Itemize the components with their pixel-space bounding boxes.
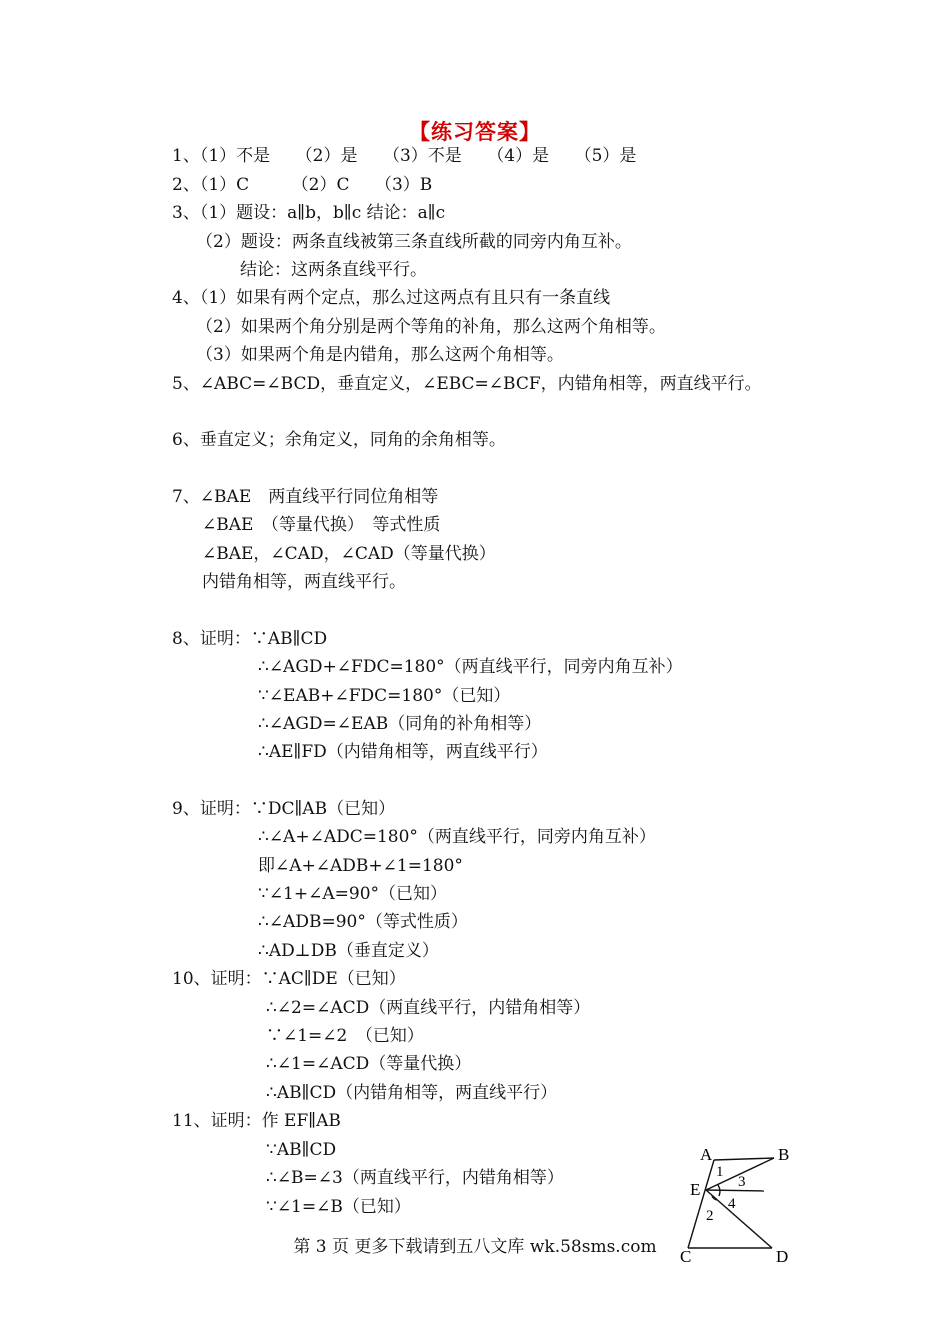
- answer-line: 5、∠ABC=∠BCD，垂直定义，∠EBC=∠BCF，内错角相等，两直线平行。: [172, 374, 762, 394]
- answer-line: 即∠A+∠ADB+∠1=180°: [258, 856, 463, 876]
- answer-line: 结论：这两条直线平行。: [240, 260, 427, 280]
- label-1: 1: [716, 1164, 724, 1180]
- answer-line: （3）如果两个角是内错角，那么这两个角相等。: [196, 345, 564, 365]
- answer-line: 2、（1）C （2）C （3）B: [172, 175, 433, 195]
- label-4: 4: [728, 1196, 736, 1212]
- answer-line: ∴∠B=∠3（两直线平行，内错角相等）: [266, 1168, 564, 1188]
- answer-line: ∵AB∥CD: [266, 1140, 337, 1160]
- answer-line: ∴∠1=∠ACD（等量代换）: [266, 1054, 472, 1074]
- label-a: A: [700, 1145, 713, 1164]
- answer-line: ∵∠EAB+∠FDC=180°（已知）: [258, 686, 511, 706]
- answer-line: 10、证明：∵AC∥DE（已知）: [172, 969, 406, 989]
- label-e: E: [690, 1180, 701, 1199]
- answer-line: 9、证明：∵DC∥AB（已知）: [172, 799, 396, 819]
- answer-line: ∴AE∥FD（内错角相等，两直线平行）: [258, 742, 548, 762]
- answer-line: ∴AB∥CD（内错角相等，两直线平行）: [266, 1083, 558, 1103]
- answer-line: ∴AD⊥DB（垂直定义）: [258, 941, 439, 961]
- answer-line: 3、（1）题设：a∥b，b∥c 结论：a∥c: [172, 203, 446, 223]
- segment-ab: [714, 1158, 774, 1160]
- answer-line: ∠BAE （等量代换） 等式性质: [202, 515, 441, 535]
- answer-line: 4、（1）如果有两个定点，那么过这两点有且只有一条直线: [172, 288, 611, 308]
- answer-line: （2）如果两个角分别是两个等角的补角，那么这两个角相等。: [196, 317, 666, 337]
- label-c: C: [680, 1247, 692, 1266]
- answer-line: ∵∠1+∠A=90°（已知）: [258, 884, 448, 904]
- answer-line: ∴∠AGD=∠EAB（同角的补角相等）: [258, 714, 542, 734]
- answer-line: （2）题设：两条直线被第三条直线所截的同旁内角互补。: [196, 232, 632, 252]
- answer-line: 6、垂直定义；余角定义，同角的余角相等。: [172, 430, 506, 450]
- answer-line: ∴∠A+∠ADC=180°（两直线平行，同旁内角互补）: [258, 827, 656, 847]
- answer-line: 8、证明：∵AB∥CD: [172, 629, 328, 649]
- answer-line: ∴∠AGD+∠FDC=180°（两直线平行，同旁内角互补）: [258, 657, 683, 677]
- segment-ef: [706, 1190, 764, 1191]
- label-b: B: [778, 1145, 790, 1164]
- answer-line: 内错角相等，两直线平行。: [202, 572, 406, 592]
- label-3: 3: [738, 1174, 746, 1190]
- page-footer: 第 3 页 更多下载请到五八文库 wk.58sms.com: [293, 1237, 657, 1257]
- page-title: 【练习答案】: [409, 119, 541, 144]
- label-2: 2: [706, 1208, 714, 1224]
- answer-line: ∴∠2=∠ACD（两直线平行，内错角相等）: [266, 998, 591, 1018]
- answer-line: ∵∠1=∠B（已知）: [266, 1197, 411, 1217]
- answer-line: 11、证明：作 EF∥AB: [172, 1111, 341, 1131]
- answer-line: 7、∠BAE 两直线平行同位角相等: [172, 487, 439, 507]
- label-d: D: [776, 1247, 789, 1266]
- answer-line: 1、（1）不是 （2）是 （3）不是 （4）是 （5）是: [172, 146, 637, 166]
- answer-line: ∵∠1=∠2 （已知）: [266, 1026, 424, 1046]
- answer-line: ∠BAE，∠CAD，∠CAD（等量代换）: [202, 544, 496, 564]
- answer-line: ∴∠ADB=90°（等式性质）: [258, 912, 468, 932]
